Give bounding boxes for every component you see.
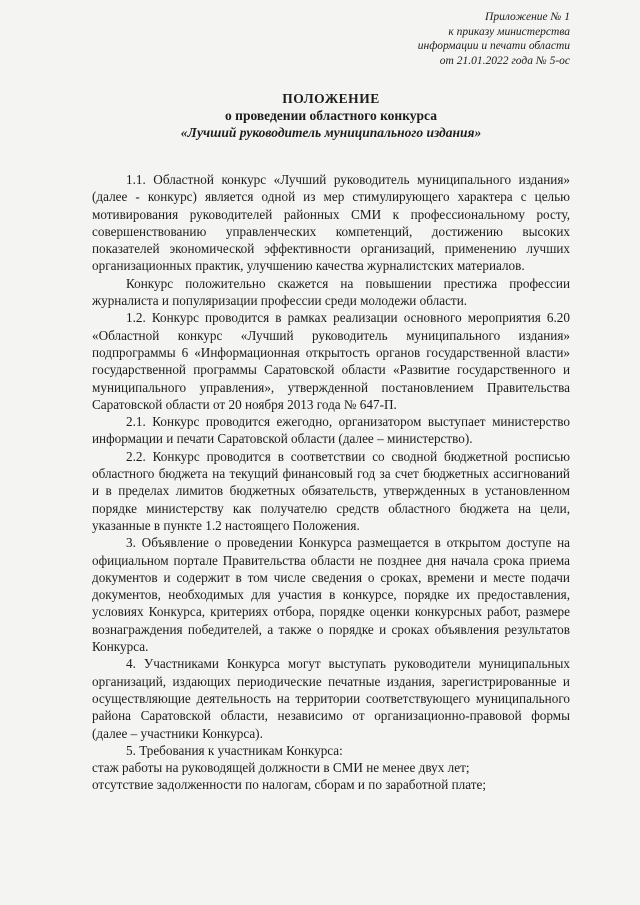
paragraph-prestige: Конкурс положительно скажется на повышении престижа профессии журналиста и популяризации профессии среди молодежи области. <box>92 275 570 309</box>
title-heading: ПОЛОЖЕНИЕ <box>282 91 380 106</box>
paragraph-2-2: 2.2. Конкурс проводится в соответствии со сводной бюджетной росписью областного бюджета на текущий финансовый год за счет бюджетных ассигнований и в пределах лимитов бюджетных обязательств, утвержденных в установленном порядке министерству как получателю средств областного бюджета на цели, указанные в пункте 1.2 настоящего Положения. <box>92 448 570 533</box>
paragraph-4: 4. Участниками Конкурса могут выступать руководители муниципальных организаций, издающих периодические печатные издания, зарегистрированные и осуществляющие деятельность на территории соответствующего муниципального района Саратовской области, независимо от организационно-правовой формы (далее – участники Конкурса). <box>92 656 570 741</box>
annex-header <box>92 10 570 68</box>
paragraph-1-2: 1.2. Конкурс проводится в рамках реализации основного мероприятия 6.20 «Областной конкурс «Лучший руководитель муниципального издания» подпрограммы 6 «Информационная открытость органов государственной власти» государственной программы Саратовской области «Развитие государственного и муниципального управления», утвержденной постановлением Правительства Саратовской области от 20 ноября 2013 года № 647-П. <box>92 310 570 412</box>
paragraph-5: 5. Требования к участникам Конкурса: <box>126 742 343 758</box>
document-body <box>92 171 570 794</box>
annex-line: информации и печати области <box>417 40 570 52</box>
requirement-item: отсутствие задолженности по налогам, сборам и по заработной плате; <box>92 777 487 793</box>
annex-line: от 21.01.2022 года № 5-ос <box>439 54 570 67</box>
paragraph-1-1: 1.1. Областной конкурс «Лучший руководитель муниципального издания» (далее - конкурс) является одной из мер стимулирующего характера с целью мотивирования руководителей районных СМИ к профессиональному росту, совершенствованию управленческих компетенций, достижению высоких показателей экономической эффективности организаций, применению лучших организационных практик, улучшению качества журналистских материалов. <box>92 172 570 274</box>
title-contest-name: «Лучший руководитель муниципального издания» <box>180 125 482 140</box>
paragraph-3: 3. Объявление о проведении Конкурса размещается в открытом доступе на официальном портале Правительства области не позднее дня начала срока приема документов и содержит в том числе сведения о сроках, времени и месте подачи документов, необходимых для участия в конкурсе, порядке их предоставления, условиях Конкурса, критериях отбора, порядке оценки конкурсных работ, размере вознаграждения победителей, а также о порядке и сроках объявления результатов Конкурса. <box>92 535 570 655</box>
requirement-item: стаж работы на руководящей должности в СМИ не менее двух лет; <box>92 760 470 776</box>
annex-line: Приложение № 1 <box>485 11 570 23</box>
annex-line: к приказу министерства <box>448 25 570 38</box>
document-title <box>92 90 570 141</box>
paragraph-2-1: 2.1. Конкурс проводится ежегодно, организатором выступает министерство информации и печати Саратовской области (далее – министерство). <box>92 414 570 447</box>
title-subheading: о проведении областного конкурса <box>225 108 437 123</box>
